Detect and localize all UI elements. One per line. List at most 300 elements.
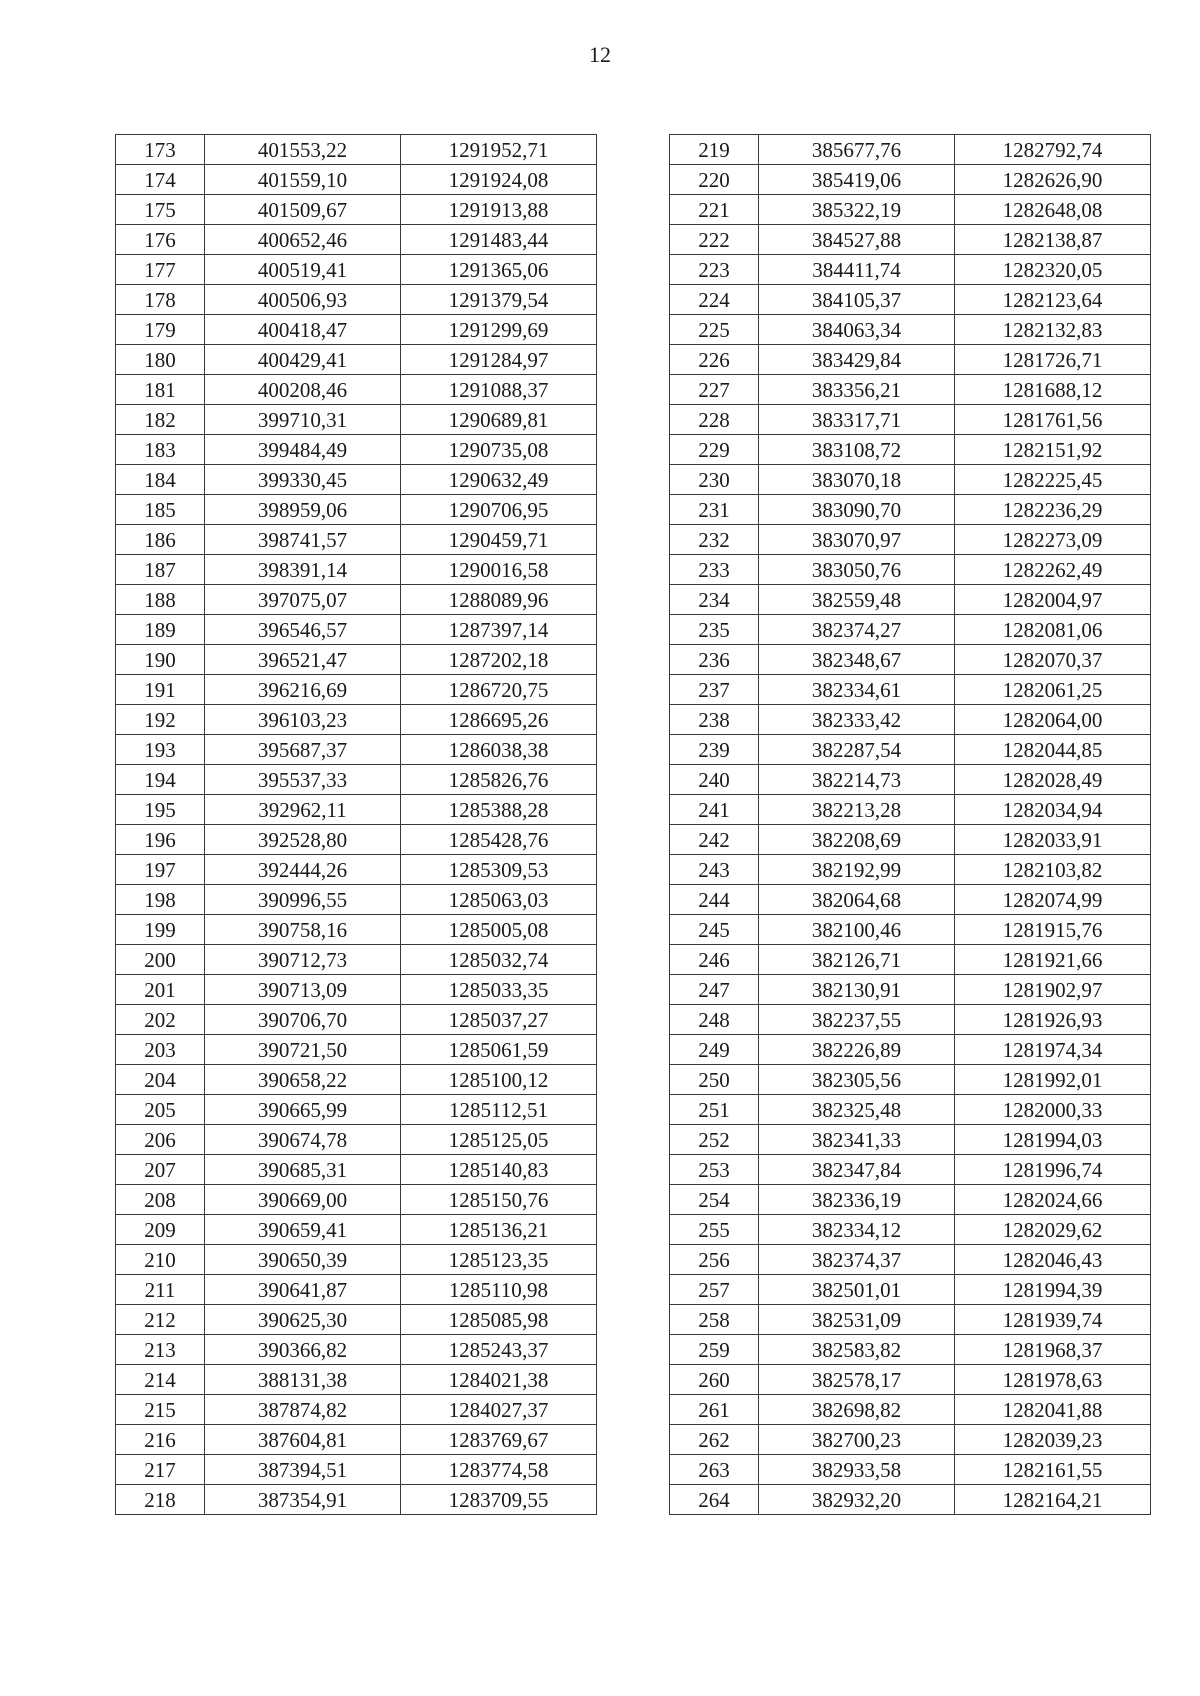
y-coordinate-cell: 1290632,49 [401, 465, 597, 495]
y-coordinate-cell: 1281761,56 [955, 405, 1151, 435]
table-row [116, 555, 597, 585]
y-coordinate-cell: 1291924,08 [401, 165, 597, 195]
point-number-cell: 260 [670, 1365, 759, 1395]
point-number-cell: 253 [670, 1155, 759, 1185]
point-number-cell: 232 [670, 525, 759, 555]
table-row [670, 1275, 1151, 1305]
point-number-cell: 196 [116, 825, 205, 855]
table-row [670, 855, 1151, 885]
point-number-cell: 227 [670, 375, 759, 405]
point-number-cell: 240 [670, 765, 759, 795]
x-coordinate-cell: 392444,26 [205, 855, 401, 885]
x-coordinate-cell: 385419,06 [759, 165, 955, 195]
x-coordinate-cell: 398959,06 [205, 495, 401, 525]
table-row [116, 1245, 597, 1275]
point-number-cell: 202 [116, 1005, 205, 1035]
table-row [670, 1425, 1151, 1455]
point-number-cell: 257 [670, 1275, 759, 1305]
y-coordinate-cell: 1281994,39 [955, 1275, 1151, 1305]
table-row [116, 1185, 597, 1215]
y-coordinate-cell: 1282074,99 [955, 885, 1151, 915]
y-coordinate-cell: 1285063,03 [401, 885, 597, 915]
table-row [116, 615, 597, 645]
point-number-cell: 239 [670, 735, 759, 765]
x-coordinate-cell: 385322,19 [759, 195, 955, 225]
table-row [670, 795, 1151, 825]
y-coordinate-cell: 1285100,12 [401, 1065, 597, 1095]
x-coordinate-cell: 382336,19 [759, 1185, 955, 1215]
y-coordinate-cell: 1282648,08 [955, 195, 1151, 225]
x-coordinate-cell: 382933,58 [759, 1455, 955, 1485]
table-row [116, 1215, 597, 1245]
point-number-cell: 217 [116, 1455, 205, 1485]
y-coordinate-cell: 1291952,71 [401, 135, 597, 165]
table-row [116, 165, 597, 195]
point-number-cell: 211 [116, 1275, 205, 1305]
point-number-cell: 247 [670, 975, 759, 1005]
point-number-cell: 237 [670, 675, 759, 705]
point-number-cell: 243 [670, 855, 759, 885]
point-number-cell: 197 [116, 855, 205, 885]
point-number-cell: 181 [116, 375, 205, 405]
x-coordinate-cell: 382374,27 [759, 615, 955, 645]
point-number-cell: 216 [116, 1425, 205, 1455]
x-coordinate-cell: 383429,84 [759, 345, 955, 375]
x-coordinate-cell: 382583,82 [759, 1335, 955, 1365]
table-row [116, 255, 597, 285]
table-row [116, 1485, 597, 1515]
table-row [670, 645, 1151, 675]
y-coordinate-cell: 1282000,33 [955, 1095, 1151, 1125]
y-coordinate-cell: 1282273,09 [955, 525, 1151, 555]
y-coordinate-cell: 1291284,97 [401, 345, 597, 375]
point-number-cell: 198 [116, 885, 205, 915]
x-coordinate-cell: 390625,30 [205, 1305, 401, 1335]
table-row [116, 405, 597, 435]
y-coordinate-cell: 1283709,55 [401, 1485, 597, 1515]
table-row [670, 1215, 1151, 1245]
y-coordinate-cell: 1287397,14 [401, 615, 597, 645]
y-coordinate-cell: 1290735,08 [401, 435, 597, 465]
table-row [116, 525, 597, 555]
page-number: 12 [589, 42, 611, 67]
y-coordinate-cell: 1282064,00 [955, 705, 1151, 735]
point-number-cell: 184 [116, 465, 205, 495]
x-coordinate-cell: 390659,41 [205, 1215, 401, 1245]
y-coordinate-cell: 1291483,44 [401, 225, 597, 255]
table-row [116, 135, 597, 165]
y-coordinate-cell: 1284021,38 [401, 1365, 597, 1395]
y-coordinate-cell: 1284027,37 [401, 1395, 597, 1425]
point-number-cell: 254 [670, 1185, 759, 1215]
point-number-cell: 219 [670, 135, 759, 165]
x-coordinate-cell: 396216,69 [205, 675, 401, 705]
point-number-cell: 251 [670, 1095, 759, 1125]
table-row [670, 1245, 1151, 1275]
x-coordinate-cell: 400506,93 [205, 285, 401, 315]
y-coordinate-cell: 1282123,64 [955, 285, 1151, 315]
y-coordinate-cell: 1281921,66 [955, 945, 1151, 975]
y-coordinate-cell: 1281994,03 [955, 1125, 1151, 1155]
y-coordinate-cell: 1290689,81 [401, 405, 597, 435]
y-coordinate-cell: 1290459,71 [401, 525, 597, 555]
y-coordinate-cell: 1281726,71 [955, 345, 1151, 375]
y-coordinate-cell: 1285123,35 [401, 1245, 597, 1275]
point-number-cell: 177 [116, 255, 205, 285]
table-row [670, 315, 1151, 345]
y-coordinate-cell: 1290706,95 [401, 495, 597, 525]
x-coordinate-cell: 382213,28 [759, 795, 955, 825]
x-coordinate-cell: 390674,78 [205, 1125, 401, 1155]
x-coordinate-cell: 382305,56 [759, 1065, 955, 1095]
x-coordinate-cell: 387354,91 [205, 1485, 401, 1515]
table-row [670, 675, 1151, 705]
x-coordinate-cell: 387604,81 [205, 1425, 401, 1455]
x-coordinate-cell: 396103,23 [205, 705, 401, 735]
x-coordinate-cell: 385677,76 [759, 135, 955, 165]
point-number-cell: 183 [116, 435, 205, 465]
table-row [670, 1365, 1151, 1395]
table-row [670, 1455, 1151, 1485]
table-row [670, 705, 1151, 735]
x-coordinate-cell: 383070,97 [759, 525, 955, 555]
x-coordinate-cell: 399484,49 [205, 435, 401, 465]
table-row [670, 285, 1151, 315]
x-coordinate-cell: 382501,01 [759, 1275, 955, 1305]
x-coordinate-cell: 382700,23 [759, 1425, 955, 1455]
x-coordinate-cell: 400208,46 [205, 375, 401, 405]
point-number-cell: 230 [670, 465, 759, 495]
x-coordinate-cell: 382932,20 [759, 1485, 955, 1515]
y-coordinate-cell: 1285388,28 [401, 795, 597, 825]
y-coordinate-cell: 1291088,37 [401, 375, 597, 405]
y-coordinate-cell: 1281915,76 [955, 915, 1151, 945]
x-coordinate-cell: 387394,51 [205, 1455, 401, 1485]
table-row [116, 975, 597, 1005]
y-coordinate-cell: 1281978,63 [955, 1365, 1151, 1395]
table-row [116, 1335, 597, 1365]
x-coordinate-cell: 382333,42 [759, 705, 955, 735]
y-coordinate-cell: 1282225,45 [955, 465, 1151, 495]
y-coordinate-cell: 1282161,55 [955, 1455, 1151, 1485]
y-coordinate-cell: 1282138,87 [955, 225, 1151, 255]
point-number-cell: 201 [116, 975, 205, 1005]
point-number-cell: 263 [670, 1455, 759, 1485]
y-coordinate-cell: 1285826,76 [401, 765, 597, 795]
table-row [670, 225, 1151, 255]
point-number-cell: 180 [116, 345, 205, 375]
point-number-cell: 193 [116, 735, 205, 765]
y-coordinate-cell: 1281992,01 [955, 1065, 1151, 1095]
table-row [670, 345, 1151, 375]
point-number-cell: 228 [670, 405, 759, 435]
table-row [116, 645, 597, 675]
point-number-cell: 258 [670, 1305, 759, 1335]
point-number-cell: 235 [670, 615, 759, 645]
y-coordinate-cell: 1282034,94 [955, 795, 1151, 825]
table-row [670, 495, 1151, 525]
coordinates-table-right [669, 134, 1151, 1515]
x-coordinate-cell: 392962,11 [205, 795, 401, 825]
point-number-cell: 213 [116, 1335, 205, 1365]
y-coordinate-cell: 1281974,34 [955, 1035, 1151, 1065]
y-coordinate-cell: 1283769,67 [401, 1425, 597, 1455]
x-coordinate-cell: 396521,47 [205, 645, 401, 675]
x-coordinate-cell: 400418,47 [205, 315, 401, 345]
y-coordinate-cell: 1285061,59 [401, 1035, 597, 1065]
x-coordinate-cell: 382341,33 [759, 1125, 955, 1155]
table-row [116, 225, 597, 255]
table-row [116, 1005, 597, 1035]
point-number-cell: 222 [670, 225, 759, 255]
point-number-cell: 256 [670, 1245, 759, 1275]
x-coordinate-cell: 383090,70 [759, 495, 955, 525]
table-row [670, 1335, 1151, 1365]
y-coordinate-cell: 1286695,26 [401, 705, 597, 735]
x-coordinate-cell: 401559,10 [205, 165, 401, 195]
point-number-cell: 210 [116, 1245, 205, 1275]
y-coordinate-cell: 1285140,83 [401, 1155, 597, 1185]
table-row [670, 165, 1151, 195]
point-number-cell: 206 [116, 1125, 205, 1155]
table-row [670, 465, 1151, 495]
table-row [670, 1125, 1151, 1155]
x-coordinate-cell: 395537,33 [205, 765, 401, 795]
x-coordinate-cell: 390685,31 [205, 1155, 401, 1185]
point-number-cell: 225 [670, 315, 759, 345]
x-coordinate-cell: 383070,18 [759, 465, 955, 495]
table-row [116, 855, 597, 885]
table-row [670, 255, 1151, 285]
table-row [670, 945, 1151, 975]
point-number-cell: 187 [116, 555, 205, 585]
table-row [670, 1395, 1151, 1425]
table-row [670, 195, 1151, 225]
table-row [116, 675, 597, 705]
x-coordinate-cell: 397075,07 [205, 585, 401, 615]
point-number-cell: 220 [670, 165, 759, 195]
x-coordinate-cell: 401509,67 [205, 195, 401, 225]
y-coordinate-cell: 1282103,82 [955, 855, 1151, 885]
table-row [116, 825, 597, 855]
point-number-cell: 234 [670, 585, 759, 615]
table-row [116, 885, 597, 915]
point-number-cell: 191 [116, 675, 205, 705]
y-coordinate-cell: 1285150,76 [401, 1185, 597, 1215]
y-coordinate-cell: 1286720,75 [401, 675, 597, 705]
y-coordinate-cell: 1282792,74 [955, 135, 1151, 165]
point-number-cell: 214 [116, 1365, 205, 1395]
table-row [116, 705, 597, 735]
point-number-cell: 224 [670, 285, 759, 315]
point-number-cell: 252 [670, 1125, 759, 1155]
point-number-cell: 250 [670, 1065, 759, 1095]
table-row [116, 1035, 597, 1065]
point-number-cell: 173 [116, 135, 205, 165]
table-row [670, 1005, 1151, 1035]
table-row [116, 915, 597, 945]
point-number-cell: 249 [670, 1035, 759, 1065]
table-row [116, 795, 597, 825]
table-row [116, 1125, 597, 1155]
x-coordinate-cell: 390996,55 [205, 885, 401, 915]
table-row [670, 885, 1151, 915]
table-row [670, 375, 1151, 405]
point-number-cell: 192 [116, 705, 205, 735]
x-coordinate-cell: 388131,38 [205, 1365, 401, 1395]
y-coordinate-cell: 1282070,37 [955, 645, 1151, 675]
y-coordinate-cell: 1291913,88 [401, 195, 597, 225]
x-coordinate-cell: 390669,00 [205, 1185, 401, 1215]
y-coordinate-cell: 1282044,85 [955, 735, 1151, 765]
x-coordinate-cell: 390366,82 [205, 1335, 401, 1365]
point-number-cell: 205 [116, 1095, 205, 1125]
x-coordinate-cell: 387874,82 [205, 1395, 401, 1425]
y-coordinate-cell: 1291299,69 [401, 315, 597, 345]
y-coordinate-cell: 1285309,53 [401, 855, 597, 885]
y-coordinate-cell: 1291379,54 [401, 285, 597, 315]
table-row [116, 945, 597, 975]
table-row [116, 1305, 597, 1335]
table-row [670, 585, 1151, 615]
y-coordinate-cell: 1282039,23 [955, 1425, 1151, 1455]
y-coordinate-cell: 1281968,37 [955, 1335, 1151, 1365]
x-coordinate-cell: 382130,91 [759, 975, 955, 1005]
point-number-cell: 188 [116, 585, 205, 615]
y-coordinate-cell: 1285136,21 [401, 1215, 597, 1245]
x-coordinate-cell: 401553,22 [205, 135, 401, 165]
y-coordinate-cell: 1290016,58 [401, 555, 597, 585]
y-coordinate-cell: 1282033,91 [955, 825, 1151, 855]
table-row [670, 615, 1151, 645]
point-number-cell: 182 [116, 405, 205, 435]
x-coordinate-cell: 384411,74 [759, 255, 955, 285]
y-coordinate-cell: 1285112,51 [401, 1095, 597, 1125]
x-coordinate-cell: 400429,41 [205, 345, 401, 375]
table-row [116, 285, 597, 315]
point-number-cell: 218 [116, 1485, 205, 1515]
table-row [670, 975, 1151, 1005]
x-coordinate-cell: 400652,46 [205, 225, 401, 255]
point-number-cell: 195 [116, 795, 205, 825]
point-number-cell: 231 [670, 495, 759, 525]
table-row [116, 1065, 597, 1095]
y-coordinate-cell: 1282164,21 [955, 1485, 1151, 1515]
y-coordinate-cell: 1282236,29 [955, 495, 1151, 525]
table-row [116, 735, 597, 765]
point-number-cell: 203 [116, 1035, 205, 1065]
y-coordinate-cell: 1282151,92 [955, 435, 1151, 465]
table-row [116, 1425, 597, 1455]
x-coordinate-cell: 382126,71 [759, 945, 955, 975]
y-coordinate-cell: 1283774,58 [401, 1455, 597, 1485]
coordinates-table-left [115, 134, 597, 1515]
y-coordinate-cell: 1281996,74 [955, 1155, 1151, 1185]
point-number-cell: 261 [670, 1395, 759, 1425]
y-coordinate-cell: 1288089,96 [401, 585, 597, 615]
table-row [670, 1485, 1151, 1515]
point-number-cell: 190 [116, 645, 205, 675]
point-number-cell: 264 [670, 1485, 759, 1515]
table-row [670, 525, 1151, 555]
y-coordinate-cell: 1286038,38 [401, 735, 597, 765]
x-coordinate-cell: 382214,73 [759, 765, 955, 795]
table-row [670, 135, 1151, 165]
point-number-cell: 259 [670, 1335, 759, 1365]
table-row [670, 555, 1151, 585]
x-coordinate-cell: 390721,50 [205, 1035, 401, 1065]
x-coordinate-cell: 400519,41 [205, 255, 401, 285]
x-coordinate-cell: 383108,72 [759, 435, 955, 465]
y-coordinate-cell: 1282132,83 [955, 315, 1151, 345]
y-coordinate-cell: 1282041,88 [955, 1395, 1151, 1425]
table-row [670, 1305, 1151, 1335]
table-row [670, 1065, 1151, 1095]
x-coordinate-cell: 382348,67 [759, 645, 955, 675]
point-number-cell: 208 [116, 1185, 205, 1215]
point-number-cell: 215 [116, 1395, 205, 1425]
y-coordinate-cell: 1282626,90 [955, 165, 1151, 195]
table-row [670, 1095, 1151, 1125]
point-number-cell: 233 [670, 555, 759, 585]
point-number-cell: 176 [116, 225, 205, 255]
x-coordinate-cell: 382237,55 [759, 1005, 955, 1035]
point-number-cell: 200 [116, 945, 205, 975]
x-coordinate-cell: 390641,87 [205, 1275, 401, 1305]
x-coordinate-cell: 382287,54 [759, 735, 955, 765]
table-row [116, 195, 597, 225]
y-coordinate-cell: 1285005,08 [401, 915, 597, 945]
table-row [116, 435, 597, 465]
table-row [670, 765, 1151, 795]
x-coordinate-cell: 383317,71 [759, 405, 955, 435]
table-row [116, 375, 597, 405]
y-coordinate-cell: 1285428,76 [401, 825, 597, 855]
x-coordinate-cell: 395687,37 [205, 735, 401, 765]
x-coordinate-cell: 382325,48 [759, 1095, 955, 1125]
x-coordinate-cell: 390665,99 [205, 1095, 401, 1125]
y-coordinate-cell: 1285243,37 [401, 1335, 597, 1365]
x-coordinate-cell: 382531,09 [759, 1305, 955, 1335]
x-coordinate-cell: 382208,69 [759, 825, 955, 855]
point-number-cell: 244 [670, 885, 759, 915]
point-number-cell: 212 [116, 1305, 205, 1335]
point-number-cell: 242 [670, 825, 759, 855]
table-row [670, 915, 1151, 945]
point-number-cell: 262 [670, 1425, 759, 1455]
point-number-cell: 245 [670, 915, 759, 945]
point-number-cell: 178 [116, 285, 205, 315]
y-coordinate-cell: 1285037,27 [401, 1005, 597, 1035]
table-row [116, 315, 597, 345]
table-row [670, 1185, 1151, 1215]
y-coordinate-cell: 1282081,06 [955, 615, 1151, 645]
x-coordinate-cell: 399330,45 [205, 465, 401, 495]
point-number-cell: 189 [116, 615, 205, 645]
y-coordinate-cell: 1285033,35 [401, 975, 597, 1005]
x-coordinate-cell: 382334,12 [759, 1215, 955, 1245]
x-coordinate-cell: 384063,34 [759, 315, 955, 345]
table-row [116, 1275, 597, 1305]
x-coordinate-cell: 390658,22 [205, 1065, 401, 1095]
table-row [116, 1395, 597, 1425]
x-coordinate-cell: 396546,57 [205, 615, 401, 645]
point-number-cell: 241 [670, 795, 759, 825]
x-coordinate-cell: 390713,09 [205, 975, 401, 1005]
table-row [670, 1155, 1151, 1185]
y-coordinate-cell: 1282028,49 [955, 765, 1151, 795]
x-coordinate-cell: 390706,70 [205, 1005, 401, 1035]
